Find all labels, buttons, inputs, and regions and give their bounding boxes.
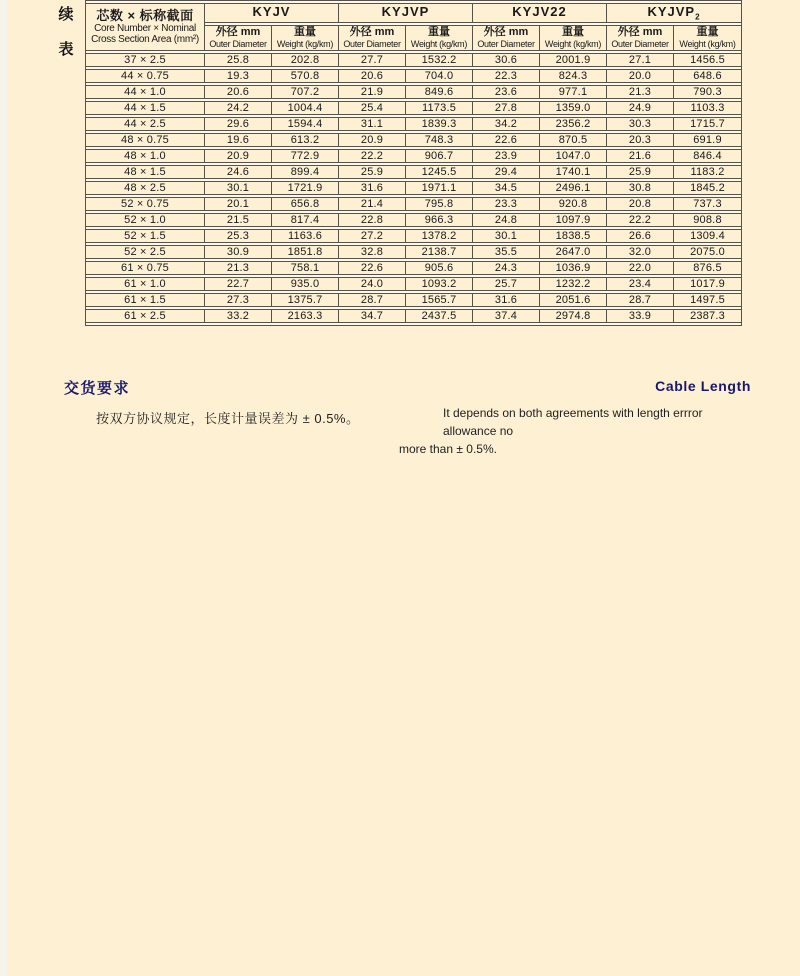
- table-cell: 1173.5: [406, 101, 473, 115]
- table-cell: 30.6: [473, 53, 540, 67]
- table-cell: 26.6: [607, 229, 674, 243]
- table-cell: 25.9: [607, 165, 674, 179]
- table-cell: 2001.9: [540, 53, 607, 67]
- table-row: [86, 277, 741, 291]
- table-cell: 21.3: [607, 85, 674, 99]
- table-cell: 691.9: [674, 133, 741, 147]
- table-row: [86, 101, 741, 115]
- table-cell: 20.0: [607, 69, 674, 83]
- row-label: 48 × 1.0: [86, 149, 205, 163]
- table-cell: 570.8: [272, 69, 339, 83]
- table-cell: 30.1: [473, 229, 540, 243]
- table-cell: 2051.6: [540, 293, 607, 307]
- table-cell: 1183.2: [674, 165, 741, 179]
- table-cell: 1036.9: [540, 261, 607, 275]
- table-cell: 31.6: [473, 293, 540, 307]
- row-label: 48 × 0.75: [86, 133, 205, 147]
- table-cell: 19.3: [205, 69, 272, 83]
- table-cell: 31.6: [339, 181, 406, 195]
- row-label: 52 × 1.0: [86, 213, 205, 227]
- table-cell: 966.3: [406, 213, 473, 227]
- table-cell: 33.2: [205, 309, 272, 323]
- table-cell: 21.3: [205, 261, 272, 275]
- table-cell: 899.4: [272, 165, 339, 179]
- table-cell: 27.7: [339, 53, 406, 67]
- table-cell: 24.8: [473, 213, 540, 227]
- table-cell: 37.4: [473, 309, 540, 323]
- row-label: 61 × 1.5: [86, 293, 205, 307]
- row-label: 44 × 2.5: [86, 117, 205, 131]
- table-cell: 25.4: [339, 101, 406, 115]
- table-cell: 790.3: [674, 85, 741, 99]
- table-cell: 648.6: [674, 69, 741, 83]
- table-cell: 2163.3: [272, 309, 339, 323]
- group-label: KYJV: [252, 4, 291, 19]
- row-label: 61 × 0.75: [86, 261, 205, 275]
- table-cell: 22.6: [473, 133, 540, 147]
- table-cell: 1163.6: [272, 229, 339, 243]
- group-header-kyjvp: [339, 3, 473, 23]
- table-cell: 24.0: [339, 277, 406, 291]
- row-label: 52 × 1.5: [86, 229, 205, 243]
- table-cell: 20.3: [607, 133, 674, 147]
- table-cell: 1378.2: [406, 229, 473, 243]
- table-row: [86, 69, 741, 83]
- table-cell: 32.8: [339, 245, 406, 259]
- table-cell: 20.1: [205, 197, 272, 211]
- continued-char-top: 续: [58, 6, 74, 23]
- table-cell: 1375.7: [272, 293, 339, 307]
- table-cell: 905.6: [406, 261, 473, 275]
- table-row: [86, 213, 741, 227]
- table-cell: 28.7: [607, 293, 674, 307]
- table-cell: 849.6: [406, 85, 473, 99]
- table-cell: 21.4: [339, 197, 406, 211]
- row-label: 48 × 1.5: [86, 165, 205, 179]
- table-row: [86, 181, 741, 195]
- table-cell: 748.3: [406, 133, 473, 147]
- table-cell: 656.8: [272, 197, 339, 211]
- table-cell: 27.3: [205, 293, 272, 307]
- table-row: [86, 117, 741, 131]
- row-label: 52 × 2.5: [86, 245, 205, 259]
- row-label: 44 × 1.5: [86, 101, 205, 115]
- table-cell: 1103.3: [674, 101, 741, 115]
- table-cell: 32.0: [607, 245, 674, 259]
- group-header-kyjv: [205, 3, 339, 23]
- group-label: KYJVP: [381, 4, 430, 19]
- table-cell: 28.7: [339, 293, 406, 307]
- table-cell: 1715.7: [674, 117, 741, 131]
- delivery-requirements-heading: 交货要求: [64, 380, 131, 397]
- table-cell: 737.3: [674, 197, 741, 211]
- table-cell: 30.1: [205, 181, 272, 195]
- table-body: [86, 53, 741, 323]
- table-cell: 30.8: [607, 181, 674, 195]
- table-cell: 920.8: [540, 197, 607, 211]
- row-header-en1: Core Number × Nominal: [94, 23, 196, 35]
- table-cell: 22.3: [473, 69, 540, 83]
- table-cell: 27.2: [339, 229, 406, 243]
- subcol-od-kyjvp2: 外径 mm Outer Diameter: [607, 25, 674, 51]
- table-cell: 30.3: [607, 117, 674, 131]
- table-cell: 2496.1: [540, 181, 607, 195]
- table-cell: 23.9: [473, 149, 540, 163]
- table-cell: 29.4: [473, 165, 540, 179]
- table-row: [86, 197, 741, 211]
- table-cell: 24.3: [473, 261, 540, 275]
- group-sub: 2: [695, 12, 701, 22]
- table-cell: 33.9: [607, 309, 674, 323]
- table-cell: 20.9: [339, 133, 406, 147]
- cable-length-text-line2: more than ± 0.5%.: [399, 442, 497, 456]
- table-cell: 19.6: [205, 133, 272, 147]
- table-cell: 1839.3: [406, 117, 473, 131]
- table-cell: 758.1: [272, 261, 339, 275]
- table-cell: 707.2: [272, 85, 339, 99]
- table-row: [86, 293, 741, 307]
- table-cell: 817.4: [272, 213, 339, 227]
- table-cell: 23.3: [473, 197, 540, 211]
- table-cell: 1456.5: [674, 53, 741, 67]
- table-cell: 1845.2: [674, 181, 741, 195]
- table-row: [86, 261, 741, 275]
- table-cell: 1721.9: [272, 181, 339, 195]
- table-cell: 20.6: [339, 69, 406, 83]
- table-cell: 25.8: [205, 53, 272, 67]
- table-cell: 2138.7: [406, 245, 473, 259]
- table-cell: 935.0: [272, 277, 339, 291]
- table-cell: 31.1: [339, 117, 406, 131]
- table-cell: 1838.5: [540, 229, 607, 243]
- table-row: [86, 85, 741, 99]
- table-cell: 24.6: [205, 165, 272, 179]
- table-cell: 21.5: [205, 213, 272, 227]
- table-cell: 25.9: [339, 165, 406, 179]
- table-cell: 1971.1: [406, 181, 473, 195]
- table-cell: 22.6: [339, 261, 406, 275]
- table-cell: 908.8: [674, 213, 741, 227]
- table-cell: 202.8: [272, 53, 339, 67]
- table-cell: 1245.5: [406, 165, 473, 179]
- table-cell: 21.9: [339, 85, 406, 99]
- table-cell: 1565.7: [406, 293, 473, 307]
- table-cell: 846.4: [674, 149, 741, 163]
- table-cell: 1097.9: [540, 213, 607, 227]
- table-cell: 704.0: [406, 69, 473, 83]
- group-header-kyjvp2: [607, 3, 741, 23]
- table-cell: 977.1: [540, 85, 607, 99]
- delivery-requirements-text: 按双方协议规定，长度计量误差为 ± 0.5%。: [96, 411, 360, 426]
- subcol-od-kyjv22: 外径 mm Outer Diameter: [473, 25, 540, 51]
- table-cell: 25.7: [473, 277, 540, 291]
- table-row: [86, 133, 741, 147]
- table-cell: 824.3: [540, 69, 607, 83]
- group-header-kyjv22: [473, 3, 607, 23]
- subcol-wt-kyjvp: 重量 Weight (kg/km): [406, 25, 473, 51]
- table-row: [86, 165, 741, 179]
- table-cell: 24.9: [607, 101, 674, 115]
- table-cell: 20.8: [607, 197, 674, 211]
- table-cell: 27.8: [473, 101, 540, 115]
- table-cell: 2974.8: [540, 309, 607, 323]
- subcol-od-kyjv: 外径 mm Outer Diameter: [205, 25, 272, 51]
- table-cell: 870.5: [540, 133, 607, 147]
- table-cell: 2075.0: [674, 245, 741, 259]
- table-row: [86, 149, 741, 163]
- cable-length-text-line1: It depends on both agreements with length errror allowance no: [443, 406, 703, 438]
- row-label: 44 × 0.75: [86, 69, 205, 83]
- table-cell: 1004.4: [272, 101, 339, 115]
- table-cell: 29.6: [205, 117, 272, 131]
- table-cell: 23.6: [473, 85, 540, 99]
- group-label: KYJV22: [512, 4, 567, 19]
- table-cell: 2437.5: [406, 309, 473, 323]
- cable-length-text: [399, 404, 757, 458]
- table-cell: 1017.9: [674, 277, 741, 291]
- table-cell: 1851.8: [272, 245, 339, 259]
- cable-length-heading: Cable Length: [655, 378, 751, 394]
- row-header-cell: [86, 3, 205, 51]
- table-cell: 1047.0: [540, 149, 607, 163]
- subcol-wt-kyjvp2: 重量 Weight (kg/km): [674, 25, 741, 51]
- table-cell: 34.5: [473, 181, 540, 195]
- table-cell: 35.5: [473, 245, 540, 259]
- table-cell: 20.6: [205, 85, 272, 99]
- row-header-zh: 芯数 × 标称截面: [96, 8, 194, 24]
- table-cell: 1309.4: [674, 229, 741, 243]
- row-label: 44 × 1.0: [86, 85, 205, 99]
- row-label: 52 × 0.75: [86, 197, 205, 211]
- table-cell: 613.2: [272, 133, 339, 147]
- row-label: 61 × 2.5: [86, 309, 205, 323]
- table-cell: 1740.1: [540, 165, 607, 179]
- table-cell: 1359.0: [540, 101, 607, 115]
- page-edge-strip: [0, 0, 7, 976]
- continued-table-label: [57, 3, 75, 59]
- row-header-en2: Cross Section Area (mm²): [91, 34, 199, 46]
- table-cell: 906.7: [406, 149, 473, 163]
- table-cell: 27.1: [607, 53, 674, 67]
- row-label: 61 × 1.0: [86, 277, 205, 291]
- table-cell: 22.8: [339, 213, 406, 227]
- table-cell: 795.8: [406, 197, 473, 211]
- table-cell: 34.2: [473, 117, 540, 131]
- table-cell: 876.5: [674, 261, 741, 275]
- subcol-wt-kyjv: 重量 Weight (kg/km): [272, 25, 339, 51]
- table-cell: 2647.0: [540, 245, 607, 259]
- table-cell: 23.4: [607, 277, 674, 291]
- table-cell: 1497.5: [674, 293, 741, 307]
- table-cell: 21.6: [607, 149, 674, 163]
- table-cell: 1594.4: [272, 117, 339, 131]
- table-cell: 22.7: [205, 277, 272, 291]
- table-cell: 772.9: [272, 149, 339, 163]
- table-cell: 34.7: [339, 309, 406, 323]
- table-cell: 2387.3: [674, 309, 741, 323]
- subcol-od-kyjvp: 外径 mm Outer Diameter: [339, 25, 406, 51]
- continued-char-bottom: 表: [58, 41, 74, 58]
- table-cell: 1532.2: [406, 53, 473, 67]
- subcol-wt-kyjv22: 重量 Weight (kg/km): [540, 25, 607, 51]
- table-cell: 30.9: [205, 245, 272, 259]
- table-cell: 20.9: [205, 149, 272, 163]
- table-cell: 25.3: [205, 229, 272, 243]
- group-header-row: [86, 3, 741, 23]
- row-label: 37 × 2.5: [86, 53, 205, 67]
- cable-spec-table: [85, 0, 742, 326]
- table-cell: 24.2: [205, 101, 272, 115]
- group-label: KYJVP: [647, 4, 696, 19]
- table-cell: 1093.2: [406, 277, 473, 291]
- table-cell: 2356.2: [540, 117, 607, 131]
- table-cell: 1232.2: [540, 277, 607, 291]
- table-cell: 22.0: [607, 261, 674, 275]
- table-row: [86, 229, 741, 243]
- table-row: [86, 53, 741, 67]
- row-label: 48 × 2.5: [86, 181, 205, 195]
- table-cell: 22.2: [339, 149, 406, 163]
- table-row: [86, 245, 741, 259]
- table-row: [86, 309, 741, 323]
- table-cell: 22.2: [607, 213, 674, 227]
